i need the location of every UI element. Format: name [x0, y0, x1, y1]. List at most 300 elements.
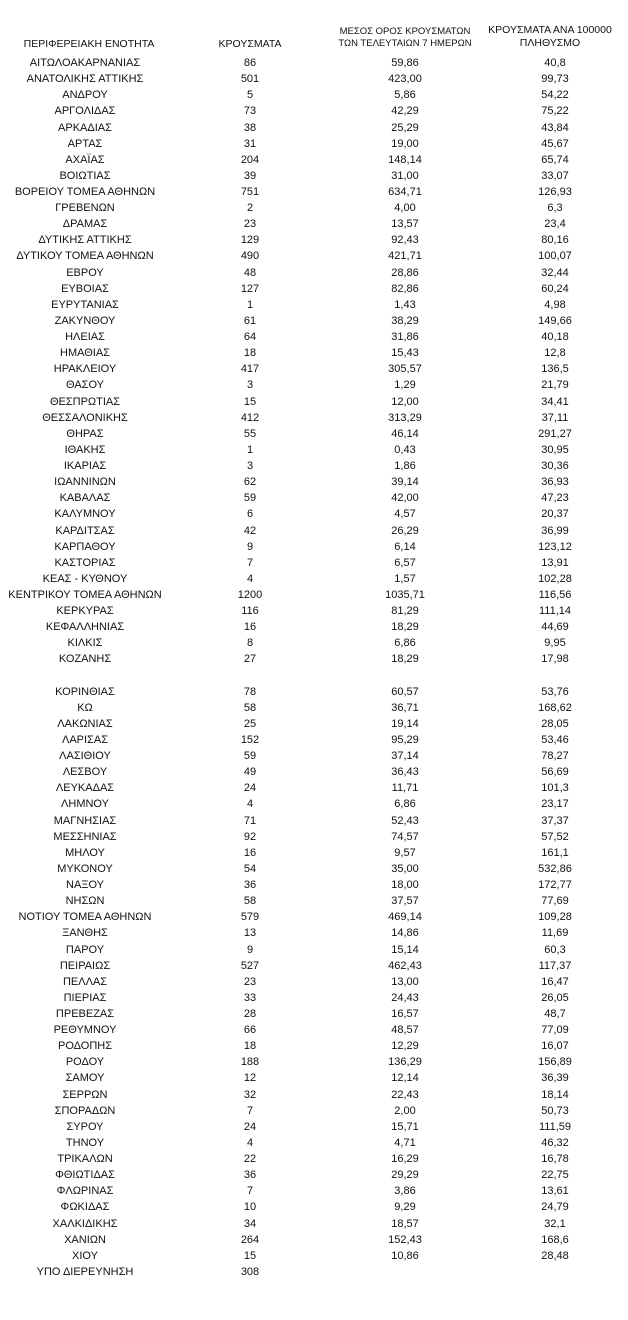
table-row	[0, 925, 628, 941]
cases-cell: 2	[246, 202, 254, 215]
per100k-cell: 21,79	[541, 379, 569, 392]
region-cell: ΜΕΣΣΗΝΙΑΣ	[53, 830, 117, 843]
cases-cell: 264	[240, 1233, 260, 1246]
table-row	[0, 361, 628, 377]
cases-cell: 7	[246, 1104, 254, 1117]
region-cell: ΗΜΑΘΙΑΣ	[60, 347, 110, 360]
table-row	[0, 1022, 628, 1038]
avg-cell: 28,86	[391, 266, 419, 279]
cases-cell: 64	[243, 331, 257, 343]
avg-cell: 39,14	[391, 476, 419, 489]
avg-cell: 29,29	[391, 1169, 419, 1182]
table-row	[0, 265, 628, 281]
avg-cell: 5,86	[394, 89, 416, 102]
cases-cell: 27	[243, 653, 257, 666]
table-row	[0, 71, 628, 87]
cases-cell: 24	[243, 1120, 257, 1133]
cases-cell: 127	[240, 282, 260, 295]
avg-cell: 421,71	[388, 250, 422, 263]
avg-cell: 13,00	[391, 975, 419, 988]
table-row	[0, 506, 628, 522]
avg-cell: 469,14	[388, 911, 422, 924]
table-row	[0, 1248, 628, 1264]
avg-cell: 6,14	[394, 540, 416, 553]
per100k-cell: 23,17	[541, 798, 569, 811]
avg-cell: 25,29	[391, 121, 419, 134]
avg-cell: 52,43	[391, 814, 419, 827]
avg-cell: 1,29	[394, 379, 416, 392]
region-cell: ΑΡΚΑΔΙΑΣ	[58, 121, 112, 134]
cases-cell: 490	[240, 250, 260, 263]
table-row	[0, 603, 628, 619]
table-row	[0, 974, 628, 990]
cases-cell: 36	[243, 1169, 257, 1182]
region-cell: ΑΡΤΑΣ	[67, 137, 103, 150]
table-row	[0, 700, 628, 716]
region-cell: ΚΑΣΤΟΡΙΑΣ	[54, 556, 116, 569]
cases-cell: 501	[240, 73, 260, 86]
avg-cell: 10,86	[391, 1249, 419, 1262]
region-cell: ΡΕΘΥΜΝΟΥ	[53, 1024, 117, 1037]
per100k-cell: 291,27	[538, 427, 572, 440]
avg-cell: 12,29	[391, 1040, 419, 1053]
per100k-cell: 16,78	[541, 1153, 569, 1165]
table-row	[0, 958, 628, 974]
region-cell: ΤΡΙΚΑΛΩΝ	[57, 1153, 113, 1165]
per100k-cell: 17,98	[541, 653, 569, 666]
table-row	[0, 458, 628, 474]
per100k-cell: 37,37	[541, 814, 569, 827]
table-row	[0, 732, 628, 748]
cases-cell: 39	[243, 169, 257, 182]
avg-cell: 31,86	[391, 331, 419, 343]
per100k-cell: 77,09	[541, 1024, 569, 1037]
cases-cell: 86	[243, 57, 257, 69]
region-cell: ΧΙΟΥ	[72, 1249, 98, 1262]
cases-cell: 129	[240, 234, 260, 247]
cases-cell: 59	[243, 492, 257, 505]
avg-cell: 15,14	[391, 943, 419, 956]
table-row	[0, 1135, 628, 1151]
table-row	[0, 297, 628, 313]
header-avg-line2: ΤΩΝ ΤΕΛΕΥΤΑΙΩΝ 7 ΗΜΕΡΩΝ	[338, 38, 472, 49]
per100k-cell: 136,5	[541, 363, 569, 376]
region-cell: ΣΥΡΟΥ	[66, 1120, 104, 1133]
avg-cell: 12,14	[391, 1072, 419, 1085]
cases-cell: 8	[246, 637, 254, 650]
avg-cell: 26,29	[391, 524, 419, 537]
avg-cell: 95,29	[391, 733, 419, 746]
region-cell: ΑΧΑΪΑΣ	[65, 153, 105, 166]
region-cell: ΛΕΣΒΟΥ	[62, 766, 108, 779]
avg-cell: 4,71	[394, 1136, 416, 1149]
header-cases: ΚΡΟΥΣΜΑΤΑ	[218, 38, 282, 50]
per100k-cell: 111,59	[538, 1120, 571, 1133]
region-cell: ΔΡΑΜΑΣ	[62, 218, 108, 231]
table-row	[0, 619, 628, 635]
per100k-cell: 24,79	[541, 1201, 569, 1214]
avg-cell: 1035,71	[385, 589, 425, 601]
avg-cell: 423,00	[388, 73, 422, 86]
avg-cell: 18,00	[391, 879, 419, 891]
region-cell: ΛΗΜΝΟΥ	[61, 798, 109, 811]
per100k-cell: 11,69	[541, 927, 569, 940]
table-row	[0, 684, 628, 700]
per100k-cell: 26,05	[541, 991, 569, 1004]
table-row	[0, 1183, 628, 1199]
region-cell: ΝΟΤΙΟΥ ΤΟΜΕΑ ΑΘΗΝΩΝ	[18, 911, 152, 924]
table-row	[0, 651, 628, 667]
table-row	[0, 1216, 628, 1232]
avg-cell: 31,00	[391, 169, 419, 182]
table-row	[0, 136, 628, 152]
cases-cell: 31	[243, 137, 257, 150]
table-row	[0, 829, 628, 845]
table-row	[0, 313, 628, 329]
table-row	[0, 1070, 628, 1086]
cases-cell: 18	[243, 1040, 257, 1053]
per100k-cell: 123,12	[538, 540, 572, 553]
table-row	[0, 555, 628, 571]
table-row	[0, 748, 628, 764]
per100k-cell: 16,47	[541, 975, 569, 988]
cases-cell: 58	[243, 701, 257, 714]
avg-cell: 148,14	[388, 153, 422, 166]
region-cell: ΦΩΚΙΔΑΣ	[60, 1201, 110, 1214]
avg-cell: 18,29	[391, 653, 419, 666]
header-per-100k	[470, 24, 628, 50]
table-row	[0, 1167, 628, 1183]
per100k-cell: 30,36	[541, 460, 569, 472]
per100k-cell: 149,66	[538, 314, 572, 327]
avg-cell: 19,14	[391, 717, 419, 730]
region-cell: ΝΗΣΩΝ	[65, 895, 105, 908]
avg-cell: 36,43	[391, 766, 419, 779]
region-cell: ΠΑΡΟΥ	[65, 943, 105, 956]
region-cell: ΠΡΕΒΕΖΑΣ	[55, 1008, 115, 1020]
cases-cell: 204	[240, 153, 260, 166]
table-row	[0, 394, 628, 410]
cases-cell: 38	[243, 121, 257, 134]
avg-cell: 6,86	[394, 637, 416, 650]
avg-cell: 42,29	[391, 105, 419, 118]
region-cell: ΠΙΕΡΙΑΣ	[63, 991, 107, 1004]
per100k-cell: 46,32	[541, 1136, 569, 1149]
region-cell: ΚΕΑΣ - ΚΥΘΝΟΥ	[42, 572, 128, 585]
region-cell: ΡΟΔΟΥ	[65, 1056, 105, 1069]
per100k-cell: 50,73	[541, 1104, 569, 1117]
cases-cell: 58	[243, 895, 257, 908]
per100k-cell: 60,3	[544, 943, 566, 956]
header-avg-7-days	[322, 26, 488, 50]
per100k-cell: 100,07	[538, 250, 572, 263]
table-row	[0, 909, 628, 925]
region-cell: ΗΡΑΚΛΕΙΟΥ	[53, 363, 117, 376]
cases-cell: 62	[243, 476, 257, 489]
avg-cell: 74,57	[391, 830, 419, 843]
region-cell: ΛΕΥΚΑΔΑΣ	[55, 782, 115, 795]
table-row	[0, 490, 628, 506]
table-row	[0, 120, 628, 136]
cases-cell: 3	[246, 379, 254, 392]
region-cell: ΚΑΡΠΑΘΟΥ	[54, 540, 116, 553]
region-cell: ΚΑΒΑΛΑΣ	[59, 492, 111, 505]
per100k-cell: 168,6	[541, 1233, 569, 1246]
region-cell: ΚΕΝΤΡΙΚΟΥ ΤΟΜΕΑ ΑΘΗΝΩΝ	[8, 589, 162, 601]
region-cell: ΓΡΕΒΕΝΩΝ	[55, 202, 115, 215]
cases-cell: 9	[246, 943, 254, 956]
table-row	[0, 523, 628, 539]
per100k-cell: 36,99	[541, 524, 569, 537]
avg-cell: 136,29	[388, 1056, 422, 1069]
per100k-cell: 102,28	[538, 572, 572, 585]
table-row	[0, 1119, 628, 1135]
table-row	[0, 345, 628, 361]
region-cell: ΤΗΝΟΥ	[65, 1136, 105, 1149]
avg-cell: 13,57	[391, 218, 419, 231]
region-cell: ΧΑΛΚΙΔΙΚΗΣ	[52, 1217, 118, 1230]
per100k-cell: 48,7	[544, 1008, 566, 1020]
avg-cell: 634,71	[388, 186, 422, 198]
table-row	[0, 990, 628, 1006]
avg-cell: 81,29	[391, 605, 419, 618]
cases-cell: 7	[246, 1185, 254, 1198]
avg-cell: 24,43	[391, 991, 419, 1004]
cases-cell: 308	[240, 1265, 260, 1278]
cases-cell: 49	[243, 766, 257, 779]
per100k-cell: 75,22	[541, 105, 569, 118]
per100k-cell: 43,84	[541, 121, 569, 134]
table-row	[0, 1006, 628, 1022]
cases-cell: 417	[240, 363, 260, 376]
region-cell: ΑΙΤΩΛΟΑΚΑΡΝΑΝΙΑΣ	[29, 57, 141, 69]
cases-cell: 32	[243, 1088, 257, 1101]
table-row	[0, 184, 628, 200]
avg-cell: 1,57	[394, 572, 416, 585]
per100k-cell: 111,14	[538, 605, 571, 618]
per100k-cell: 18,14	[541, 1088, 569, 1101]
table-row	[0, 281, 628, 297]
avg-cell: 46,14	[391, 427, 419, 440]
per100k-cell: 36,93	[541, 476, 569, 489]
avg-cell: 9,57	[394, 846, 416, 859]
cases-cell: 4	[246, 1136, 254, 1149]
cases-cell: 73	[243, 105, 257, 118]
avg-cell: 18,57	[391, 1217, 419, 1230]
avg-cell: 14,86	[391, 927, 419, 940]
region-cell: ΙΘΑΚΗΣ	[64, 443, 106, 456]
region-cell: ΕΥΒΟΙΑΣ	[61, 282, 109, 295]
cases-cell: 527	[240, 959, 260, 972]
region-cell: ΕΒΡΟΥ	[66, 266, 104, 279]
per100k-cell: 36,39	[541, 1072, 569, 1085]
cases-cell: 1200	[237, 589, 263, 601]
cases-cell: 23	[243, 218, 257, 231]
avg-cell: 9,29	[394, 1201, 416, 1214]
per100k-cell: 60,24	[541, 282, 569, 295]
avg-cell: 16,57	[391, 1008, 419, 1020]
per100k-cell: 13,61	[541, 1185, 569, 1198]
avg-cell: 152,43	[388, 1233, 422, 1246]
cases-cell: 54	[243, 862, 257, 875]
per100k-cell: 47,23	[541, 492, 569, 505]
cases-cell: 412	[240, 411, 260, 424]
table-row	[0, 1232, 628, 1248]
avg-cell: 92,43	[391, 234, 419, 247]
per100k-cell: 80,16	[541, 234, 569, 247]
per100k-cell: 13,91	[541, 556, 569, 569]
cases-cell: 92	[243, 830, 257, 843]
per100k-cell: 16,07	[541, 1040, 569, 1053]
region-cell: ΦΘΙΩΤΙΔΑΣ	[55, 1169, 115, 1182]
avg-cell: 15,43	[391, 347, 419, 360]
avg-cell: 35,00	[391, 862, 419, 875]
table-row	[0, 248, 628, 264]
per100k-cell: 40,8	[544, 57, 566, 69]
table-row	[0, 410, 628, 426]
per100k-cell: 40,18	[541, 331, 569, 343]
per100k-cell: 32,1	[544, 1217, 566, 1230]
table-row	[0, 55, 628, 71]
cases-cell: 6	[246, 508, 254, 521]
cases-cell: 751	[240, 186, 260, 198]
avg-cell: 12,00	[391, 395, 419, 408]
avg-cell: 11,71	[391, 782, 419, 795]
cases-cell: 1	[246, 298, 254, 311]
table-row	[0, 635, 628, 651]
per100k-cell: 77,69	[541, 895, 569, 908]
avg-cell: 48,57	[391, 1024, 419, 1037]
cases-cell: 4	[246, 572, 254, 585]
per100k-cell: 99,73	[541, 73, 569, 86]
table-row	[0, 1054, 628, 1070]
region-cell: ΘΕΣΣΑΛΟΝΙΚΗΣ	[42, 411, 128, 424]
region-cell: ΚΕΡΚΥΡΑΣ	[56, 605, 114, 618]
table-row	[0, 152, 628, 168]
per100k-cell: 45,67	[541, 137, 569, 150]
cases-cell: 16	[243, 846, 257, 859]
region-cell: ΒΟΙΩΤΙΑΣ	[59, 169, 111, 182]
region-cell: ΣΠΟΡΑΔΩΝ	[54, 1104, 116, 1117]
region-cell: ΦΛΩΡΙΝΑΣ	[56, 1185, 114, 1198]
cases-cell: 78	[243, 685, 257, 698]
cases-cell: 15	[243, 395, 257, 408]
cases-cell: 23	[243, 975, 257, 988]
table-row	[0, 861, 628, 877]
table-row	[0, 168, 628, 184]
per100k-cell: 4,98	[544, 298, 566, 311]
avg-cell: 6,86	[394, 798, 416, 811]
table-row	[0, 539, 628, 555]
avg-cell: 42,00	[391, 492, 419, 505]
region-cell: ΘΑΣΟΥ	[65, 379, 105, 392]
per100k-cell: 28,05	[541, 717, 569, 730]
table-row	[0, 232, 628, 248]
region-cell: ΔΥΤΙΚΗΣ ΑΤΤΙΚΗΣ	[38, 234, 132, 247]
avg-cell: 82,86	[391, 282, 419, 295]
region-cell: ΕΥΡΥΤΑΝΙΑΣ	[51, 298, 119, 311]
per100k-cell: 53,46	[541, 733, 569, 746]
region-cell: ΑΝΑΤΟΛΙΚΗΣ ΑΤΤΙΚΗΣ	[26, 73, 144, 86]
cases-cell: 48	[243, 266, 257, 279]
per100k-cell: 109,28	[538, 911, 572, 924]
region-cell: ΚΕΦΑΛΛΗΝΙΑΣ	[45, 621, 125, 634]
per100k-cell: 53,76	[541, 685, 569, 698]
cases-cell: 61	[243, 314, 257, 327]
per100k-cell: 44,69	[541, 621, 569, 634]
cases-cell: 13	[243, 927, 257, 940]
table-row	[0, 587, 628, 603]
per100k-cell: 78,27	[541, 750, 569, 762]
cases-cell: 7	[246, 556, 254, 569]
table-row	[0, 716, 628, 732]
per100k-cell: 23,4	[544, 218, 566, 231]
region-cell: ΞΑΝΘΗΣ	[62, 927, 108, 940]
header-per100k-line2: ΠΛΗΘΥΣΜΟ	[519, 37, 581, 49]
per100k-cell: 168,62	[538, 701, 572, 714]
per100k-cell: 161,1	[541, 846, 569, 859]
table-row	[0, 377, 628, 393]
region-cell: ΑΡΓΟΛΙΔΑΣ	[54, 105, 116, 118]
region-cell: ΜΗΛΟΥ	[65, 846, 105, 859]
cases-cell: 42	[243, 524, 257, 537]
table-row	[0, 813, 628, 829]
per100k-cell: 57,52	[541, 830, 569, 843]
avg-cell: 305,57	[388, 363, 422, 376]
per100k-cell: 117,37	[538, 959, 572, 972]
avg-cell: 0,43	[394, 443, 416, 456]
region-cell: ΖΑΚΥΝΘΟΥ	[54, 314, 116, 327]
table-row	[0, 1103, 628, 1119]
table-row	[0, 474, 628, 490]
region-cell: ΔΥΤΙΚΟΥ ΤΟΜΕΑ ΑΘΗΝΩΝ	[16, 250, 154, 263]
per100k-cell: 172,77	[538, 879, 572, 891]
table-row	[0, 796, 628, 812]
table-row	[0, 442, 628, 458]
region-cell: ΗΛΕΙΑΣ	[65, 331, 105, 343]
avg-cell: 2,00	[394, 1104, 416, 1117]
table-row	[0, 571, 628, 587]
avg-cell: 59,86	[391, 57, 419, 69]
cases-cell: 15	[243, 1249, 257, 1262]
cases-cell: 10	[243, 1201, 257, 1214]
table-row	[0, 200, 628, 216]
table-row	[0, 1038, 628, 1054]
cases-cell: 55	[243, 427, 257, 440]
avg-cell: 60,57	[391, 685, 419, 698]
cases-cell: 18	[243, 347, 257, 360]
table-row	[0, 426, 628, 442]
cases-cell: 3	[246, 460, 254, 472]
region-cell: ΘΗΡΑΣ	[66, 427, 104, 440]
per100k-cell: 56,69	[541, 766, 569, 779]
region-cell: ΜΑΓΝΗΣΙΑΣ	[53, 814, 117, 827]
avg-cell: 462,43	[388, 959, 422, 972]
avg-cell: 6,57	[394, 556, 416, 569]
avg-cell: 38,29	[391, 314, 419, 327]
per100k-cell: 20,37	[541, 508, 569, 521]
per100k-cell: 33,07	[541, 169, 569, 182]
avg-cell: 37,14	[391, 750, 419, 762]
table-row	[0, 87, 628, 103]
region-cell: ΚΑΡΔΙΤΣΑΣ	[55, 524, 115, 537]
cases-cell: 22	[243, 1153, 257, 1165]
region-cell: ΝΑΞΟΥ	[66, 879, 104, 891]
cases-cell: 71	[243, 814, 257, 827]
cases-cell: 1	[246, 443, 254, 456]
region-cell: ΣΑΜΟΥ	[65, 1072, 105, 1085]
per100k-cell: 126,93	[538, 186, 572, 198]
